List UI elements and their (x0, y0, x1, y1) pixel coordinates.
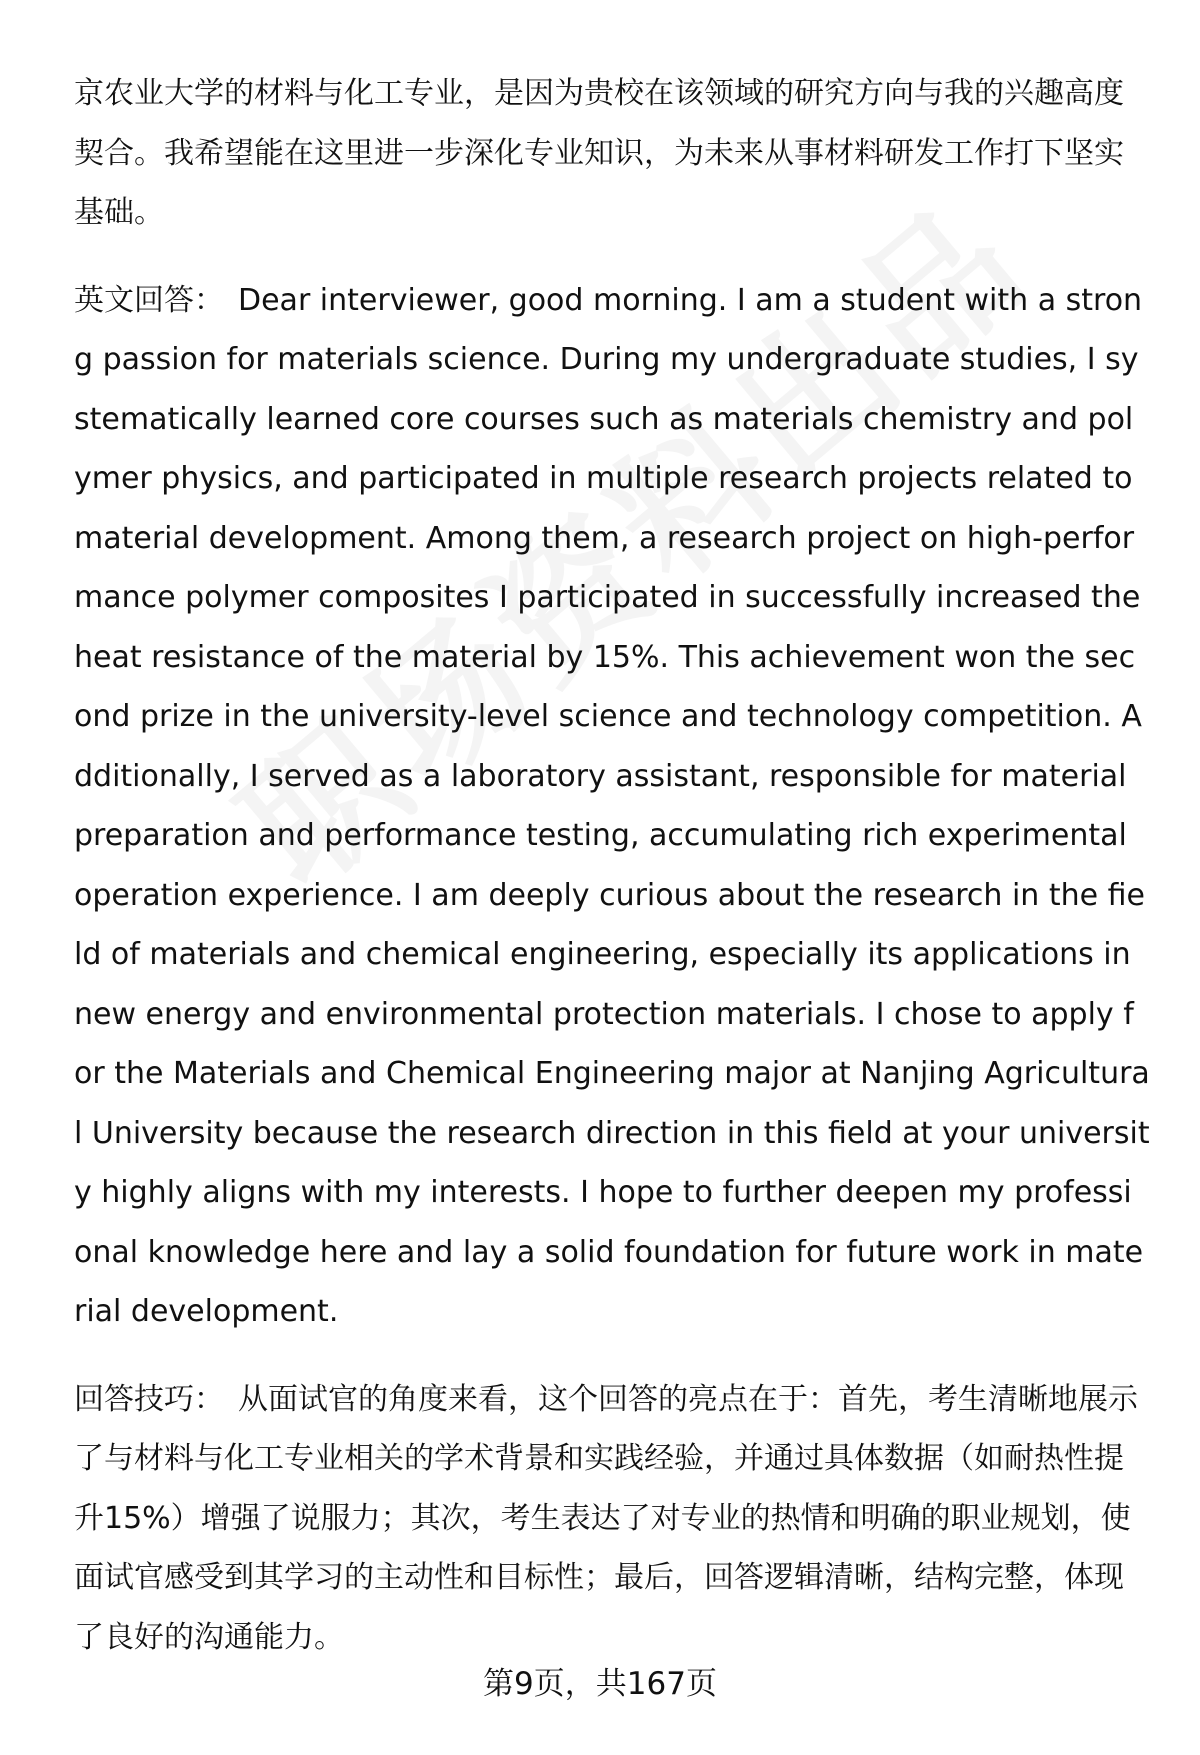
paragraph-chinese-answer-end (74, 64, 1150, 243)
paragraph-english-answer (74, 271, 1150, 1342)
paragraph-text: 京农业大学的材料与化工专业，是因为贵校在该领域的研究方向与我的兴趣高度契合。我希望能在这里进一步深化专业知识，为未来从事材料研发工作打下坚实基础。 (74, 76, 1124, 230)
paragraph-label: 回答技巧： (74, 1381, 224, 1417)
page-number: 第9页，共167页 (483, 1666, 717, 1702)
paragraph-label: 英文回答： (74, 282, 224, 318)
paragraph-answer-tips (74, 1370, 1150, 1668)
document-body (74, 64, 1150, 1667)
paragraph-text: 从面试官的角度来看，这个回答的亮点在于：首先，考生清晰地展示了与材料与化工专业相关的学术背景和实践经验，并通过具体数据（如耐热性提升15%）增强了说服力；其次，考生表达了对专业的热情和明确的职业规划，使面试官感受到其学习的主动性和目标性；最后，回答逻辑清晰，结构完整，体现了良好的沟通能力。 (74, 1381, 1138, 1655)
paragraph-text: Dear interviewer, good morning. I am a student with a strong passion for materials science. During my undergraduate studies, I systematically learned core courses such as materials chemistry and polymer physics, and participated in multiple research projects related to material development. Among them, a research project on high-performance polymer composites I participated in successfully increased the heat resistance of the material by 15%. This achievement won the second prize in the university-level science and technology competition. Additionally, I served as a laboratory assistant, responsible for material preparation and performance testing, accumulating rich experimental operation experience. I am deeply curious about the research in the field of materials and chemical engineering, especially its applications in new energy and environmental protection materials. I chose to apply for the Materials and Chemical Engineering major at Nanjing Agricultural University because the research direction in this field at your university highly aligns with my interests. I hope to further deepen my professional knowledge here and lay a solid foundation for future work in material development. (74, 282, 1150, 1329)
